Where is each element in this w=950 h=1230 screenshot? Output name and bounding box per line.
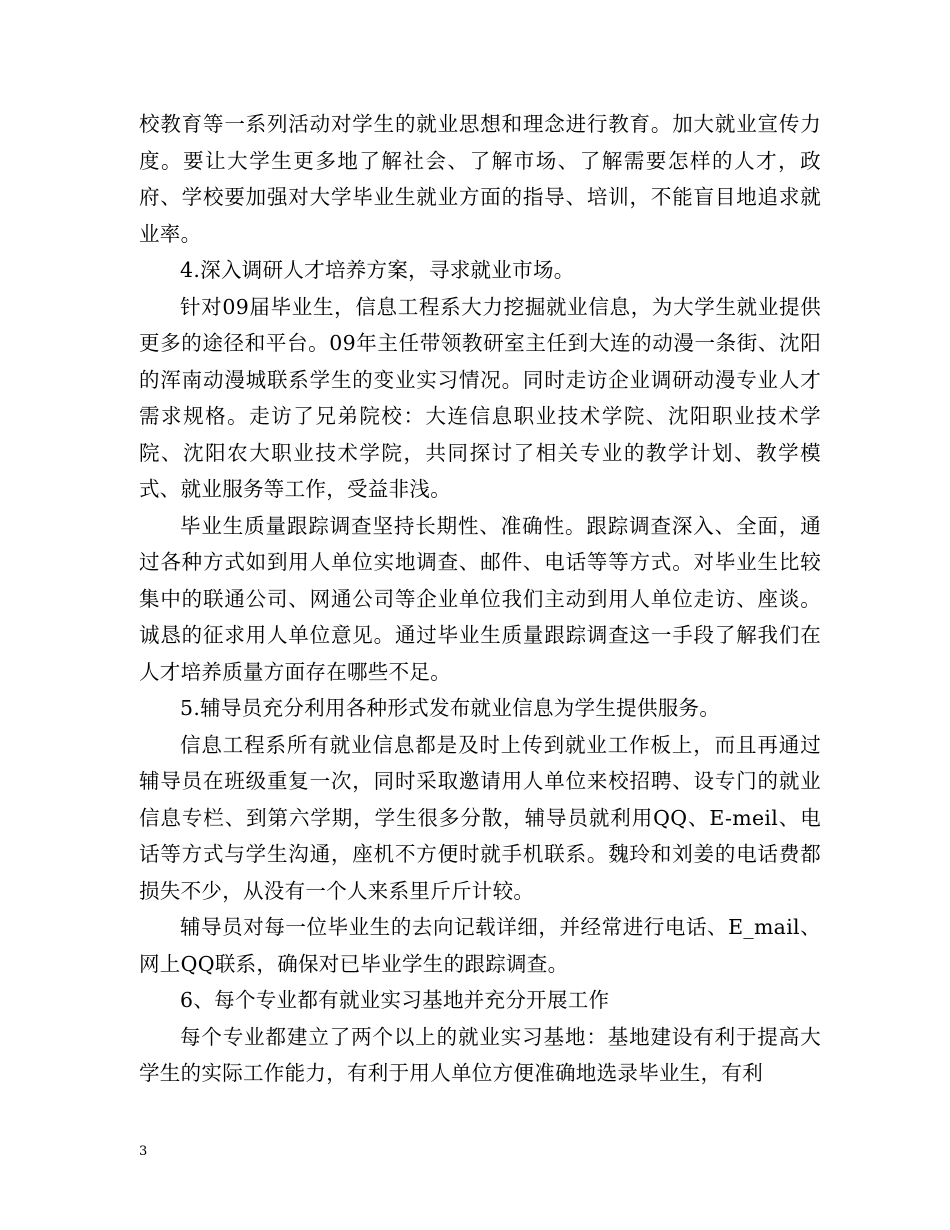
heading-4: 4.深入调研人才培养方案，寻求就业市场。 xyxy=(180,258,575,282)
paragraph-4: 毕业生质量跟踪调查坚持长期性、准确性。跟踪调查深入、全面，通过各种方式如到用人单位实地调查、邮件、电话等等方式。对毕业生比较集中的联通公司、网通公司等企业单位我们主动到用人单位走访、座谈。诚恳的征求用人单位意见。通过毕业生质量跟踪调查这一手段了解我们在人才培养质量方面存在哪些不足。 xyxy=(139,513,821,684)
heading-5: 5.辅导员充分利用各种形式发布就业信息为学生提供服务。 xyxy=(180,696,721,720)
heading-6: 6、每个专业都有就业实习基地并充分开展工作 xyxy=(180,988,610,1012)
body-text xyxy=(139,106,821,1092)
paragraph-3: 针对09届毕业生，信息工程系大力挖掘就业信息，为大学生就业提供更多的途径和平台。09年主任带领教研室主任到大连的动漫一条街、沈阳的浑南动漫城联系学生的变业实习情况。同时走访企业调研动漫专业人才需求规格。走访了兄弟院校：大连信息职业技术学院、沈阳职业技术学院、沈阳农大职业技术学院，共同探讨了相关专业的教学计划、教学模式、就业服务等工作，受益非浅。 xyxy=(139,294,821,501)
paragraph-7: 辅导员对每一位毕业生的去向记载详细，并经常进行电话、E_mail、网上QQ联系，确保对已毕业学生的跟踪调查。 xyxy=(139,915,821,976)
page-number: 3 xyxy=(139,1144,148,1159)
paragraph-6: 信息工程系所有就业信息都是及时上传到就业工作板上，而且再通过辅导员在班级重复一次，同时采取邀请用人单位来校招聘、设专门的就业信息专栏、到第六学期，学生很多分散，辅导员就利用QQ、E-meil、电话等方式与学生沟通，座机不方便时就手机联系。魏玲和刘姜的电话费都损失不少，从没有一个人来系里斤斤计较。 xyxy=(139,732,821,903)
paragraph-1: 校教育等一系列活动对学生的就业思想和理念进行教育。加大就业宣传力度。要让大学生更多地了解社会、了解市场、了解需要怎样的人才，政府、学校要加强对大学毕业生就业方面的指导、培训，不能盲目地追求就业率。 xyxy=(139,112,821,246)
paragraph-9: 每个专业都建立了两个以上的就业实习基地：基地建设有利于提高大学生的实际工作能力，有利于用人单位方便准确地选录毕业生，有利 xyxy=(139,1024,821,1085)
